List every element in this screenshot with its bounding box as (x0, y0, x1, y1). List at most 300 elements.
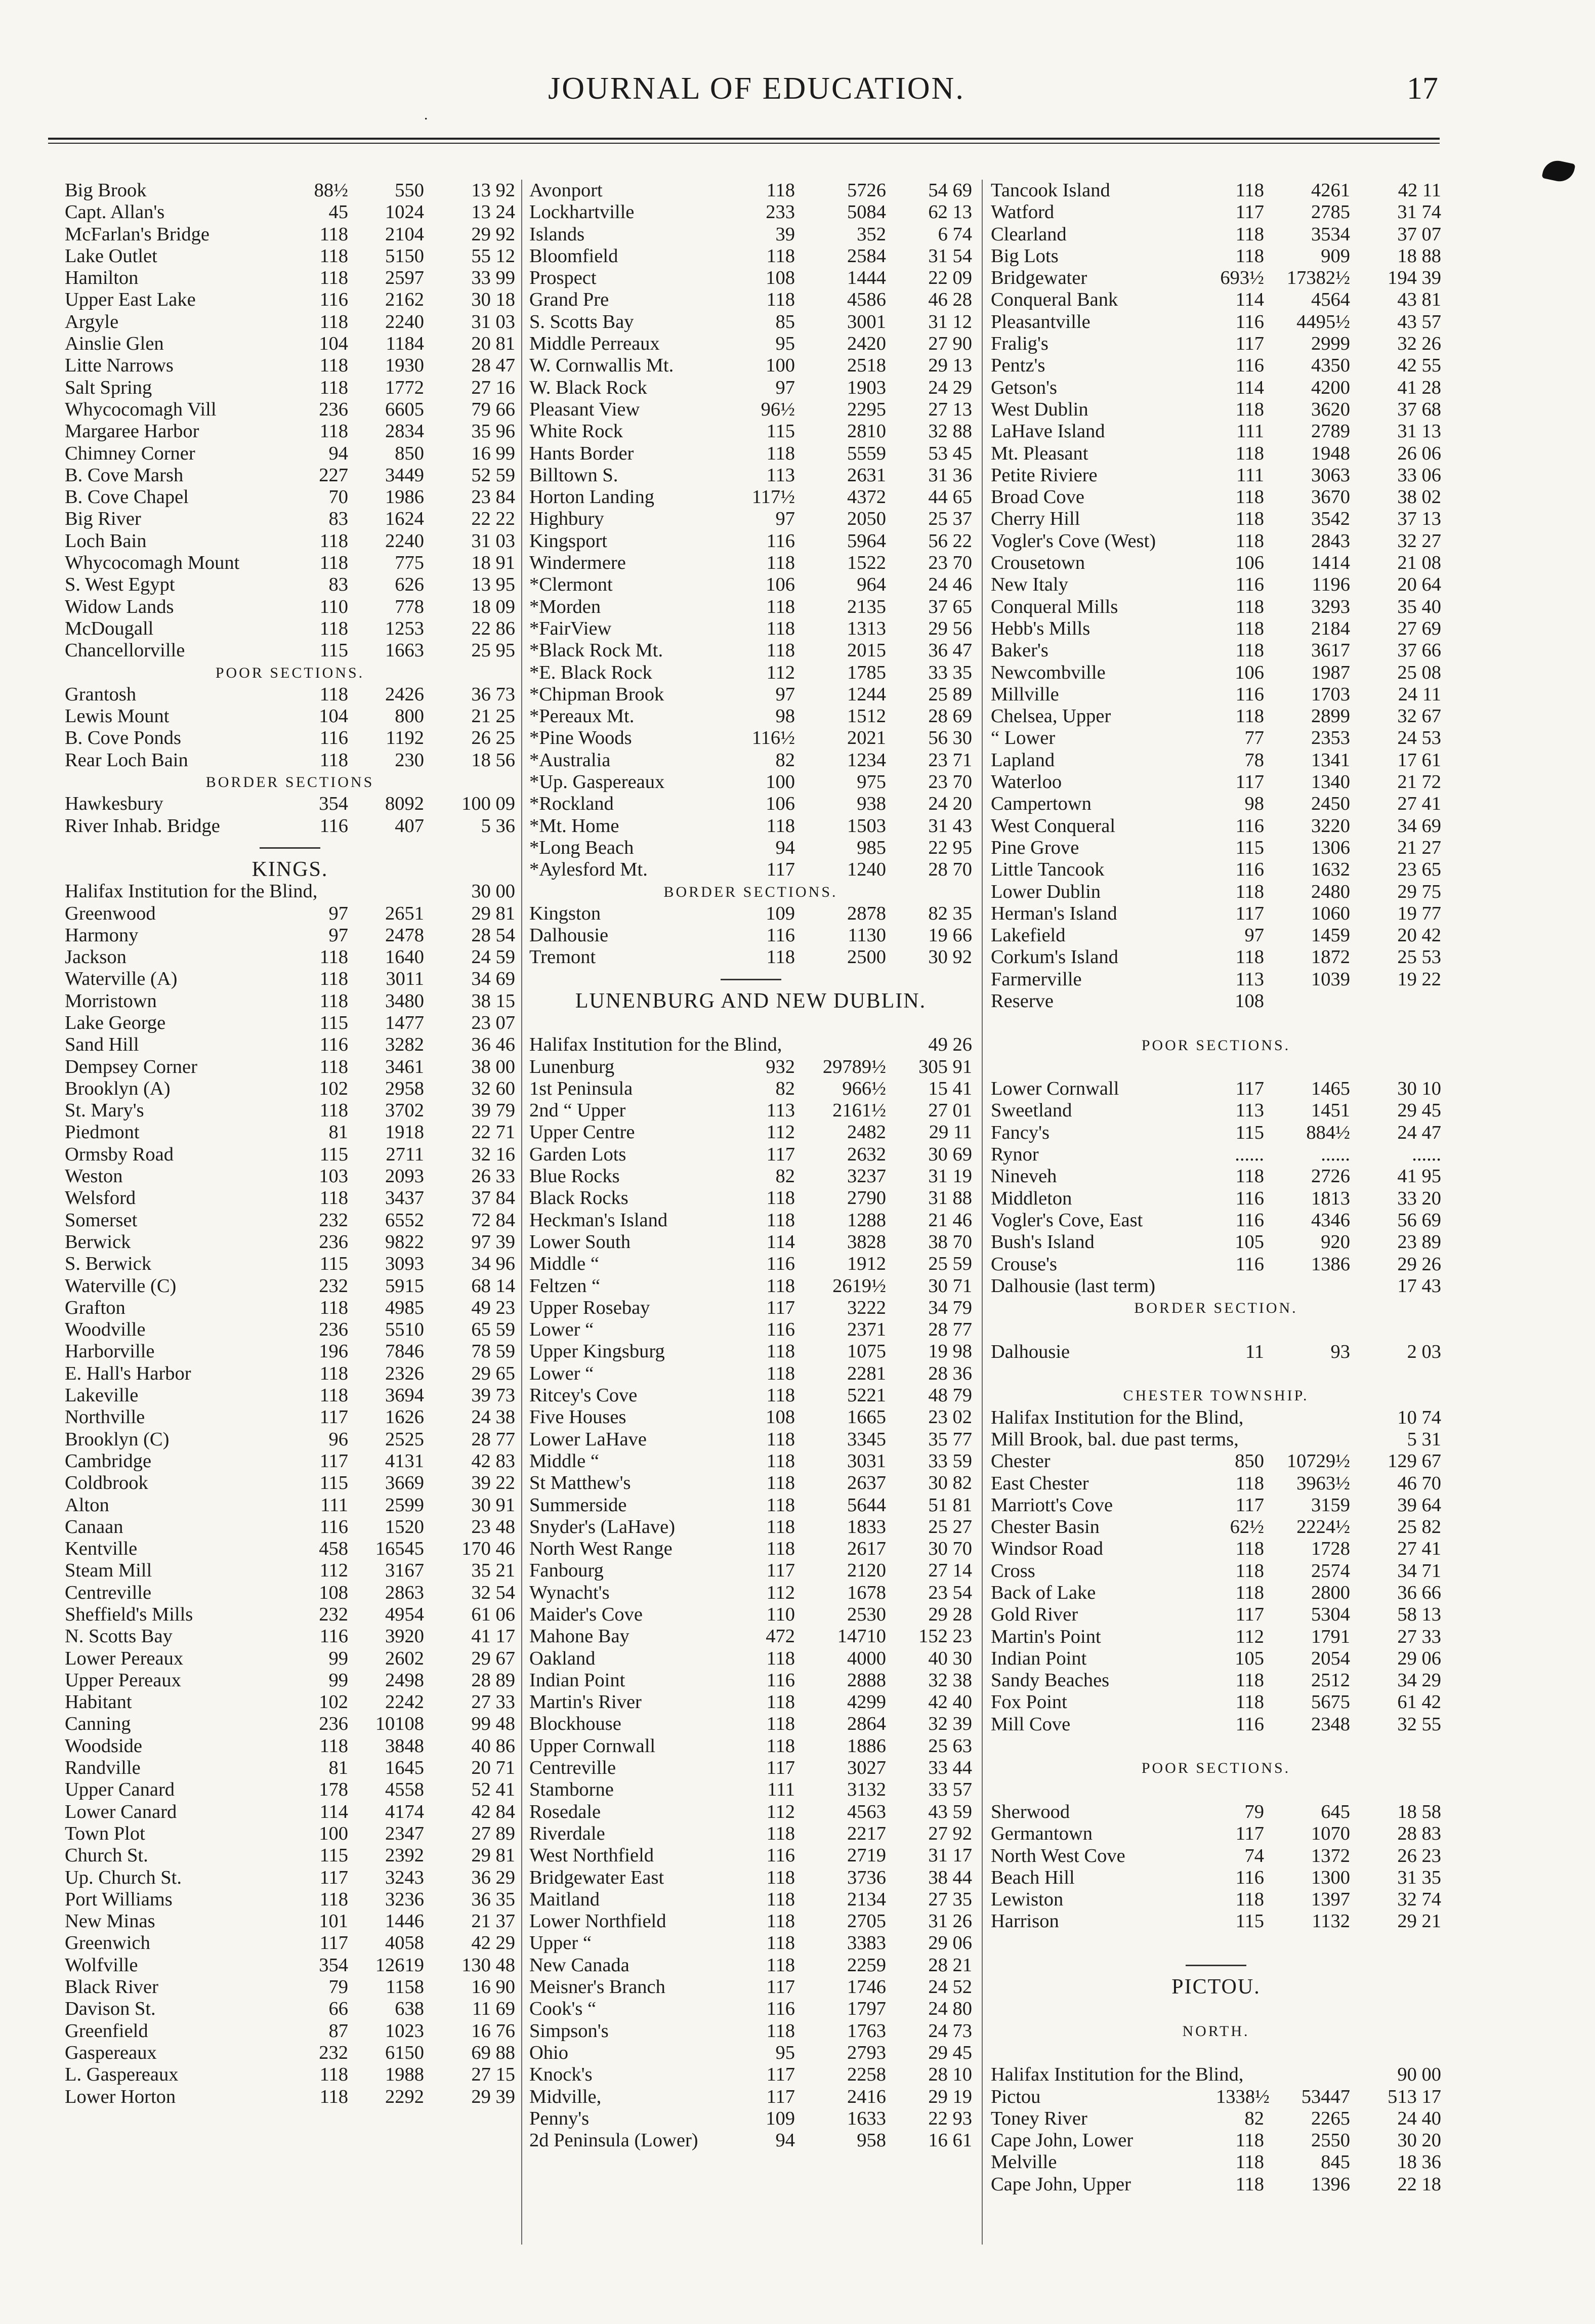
grand-total: 638 (395, 1998, 424, 2020)
days-taught: 118 (766, 1428, 795, 1450)
section-name: *Clermont (529, 574, 613, 596)
days-taught: 118 (319, 1187, 348, 1209)
amount-paid: 152 23 (918, 1626, 972, 1647)
table-row (65, 1253, 515, 1275)
amount-paid: 25 63 (928, 1735, 972, 1757)
grand-total: 3694 (385, 1385, 424, 1406)
section-name: Petite Riviere (991, 464, 1098, 486)
table-row (529, 552, 972, 574)
section-name: Middle “ (529, 1253, 599, 1275)
grand-total: 2217 (847, 1822, 886, 1844)
table-row (529, 837, 972, 859)
days-taught: 112 (766, 1582, 795, 1603)
table-row (529, 355, 972, 377)
grand-total: 2599 (385, 1494, 424, 1516)
days-taught: 102 (319, 1077, 348, 1099)
amount-paid: 23 71 (928, 749, 972, 771)
table-row (991, 443, 1441, 465)
table-row (65, 1648, 515, 1670)
grand-total: 3222 (847, 1297, 886, 1318)
section-heading: NORTH. (1182, 2022, 1250, 2040)
table-row (991, 333, 1441, 355)
amount-paid: 23 70 (928, 552, 972, 574)
grand-total: 2810 (847, 421, 886, 442)
table-row (65, 377, 515, 399)
section-name: Rosedale (529, 1801, 601, 1822)
table-row (529, 1495, 972, 1516)
grand-total: 2793 (847, 2042, 886, 2063)
amount-paid: 48 79 (928, 1385, 972, 1406)
table-row (991, 990, 1441, 1012)
grand-total: 2651 (385, 902, 424, 924)
table-row (991, 1144, 1441, 1166)
days-taught: 110 (766, 1604, 795, 1625)
grand-total: 6150 (385, 2042, 424, 2063)
table-row (529, 1735, 972, 1757)
table-row (529, 859, 972, 881)
section-name: Watford (991, 201, 1055, 223)
section-name: St. Mary's (65, 1100, 144, 1122)
grand-total: 10729½ (1286, 1450, 1350, 1472)
section-name: Kingsport (529, 530, 607, 552)
table-row (529, 1078, 972, 1100)
grand-total: 2711 (386, 1143, 424, 1165)
amount-paid: 26 25 (471, 727, 515, 749)
days-taught: 100 (319, 1822, 348, 1844)
table-row (991, 2174, 1441, 2195)
section-name: Argyle (65, 311, 119, 333)
grand-total: 8092 (385, 793, 424, 815)
amount-paid: 34 69 (1397, 815, 1441, 837)
table-row (529, 662, 972, 684)
table-row (991, 530, 1441, 552)
section-name: Ainslie Glen (65, 333, 164, 355)
table-row (991, 1122, 1441, 1144)
table-row (991, 1582, 1441, 1604)
grand-total: 5304 (1311, 1604, 1350, 1626)
amount-paid: 32 88 (928, 421, 972, 442)
grand-total: 1444 (847, 267, 886, 289)
table-row (65, 1495, 515, 1516)
section-name: Up. Church St. (65, 1866, 182, 1888)
table-row (529, 224, 972, 245)
days-taught: 118 (319, 223, 348, 245)
grand-total: 230 (395, 749, 424, 771)
table-row (529, 1385, 972, 1406)
grand-total: 1240 (847, 859, 886, 881)
amount-paid: 25 95 (471, 640, 515, 661)
amount-paid: 35 77 (928, 1428, 972, 1450)
grand-total: 53447 (1301, 2086, 1350, 2107)
days-taught: 227 (319, 464, 348, 486)
amount-paid: 18 36 (1397, 2151, 1441, 2173)
section-name: Mill Brook, bal. due past terms, (991, 1428, 1239, 1450)
amount-paid: 17 61 (1397, 749, 1441, 771)
days-taught: 113 (766, 464, 795, 486)
amount-paid: 23 54 (928, 1582, 972, 1603)
section-rule (260, 847, 320, 849)
amount-paid: 21 27 (1397, 837, 1441, 858)
amount-paid: 37 66 (1397, 640, 1441, 661)
amount-paid: 61 06 (471, 1604, 515, 1625)
grand-total: 1477 (385, 1012, 424, 1033)
table-row (991, 1823, 1441, 1845)
section-name: Ormsby Road (65, 1143, 174, 1165)
grand-total: 2500 (847, 946, 886, 968)
section-name: Marriott's Cove (991, 1494, 1113, 1516)
amount-paid: 5 36 (481, 815, 515, 837)
amount-paid: 30 71 (928, 1275, 972, 1297)
table-row (529, 727, 972, 749)
days-taught: 79 (1244, 1801, 1264, 1822)
amount-paid: 29 26 (1397, 1253, 1441, 1275)
grand-total: 1234 (847, 749, 886, 771)
grand-total: 1797 (847, 1998, 886, 2020)
section-name: Dalhousie (991, 1341, 1070, 1362)
amount-paid: 30 18 (471, 289, 515, 311)
section-name: St Matthew's (529, 1472, 631, 1494)
days-taught: 101 (319, 1911, 348, 1932)
days-taught: 96 (328, 1428, 348, 1450)
days-taught: 39 (775, 223, 795, 245)
amount-paid: 29 06 (928, 1932, 972, 1954)
amount-paid: 24 53 (1397, 727, 1441, 749)
section-name: Nineveh (991, 1166, 1057, 1187)
section-name: Bush's Island (991, 1231, 1095, 1253)
amount-paid: 15 41 (928, 1077, 972, 1099)
amount-paid: 28 77 (928, 1319, 972, 1341)
table-row (991, 1473, 1441, 1495)
amount-paid: 18 58 (1397, 1801, 1441, 1822)
days-taught: 114 (766, 1231, 795, 1253)
days-taught: 118 (319, 2086, 348, 2107)
amount-paid: 24 73 (928, 2020, 972, 2042)
table-row (529, 1801, 972, 1823)
table-row (991, 1407, 1441, 1429)
grand-total: 3963½ (1296, 1472, 1350, 1494)
section-name: Chimney Corner (65, 442, 195, 464)
amount-paid: ...... (1412, 1144, 1441, 1166)
amount-paid: 129 67 (1388, 1450, 1441, 1472)
days-taught: 118 (1235, 1166, 1264, 1187)
section-name: *Rockland (529, 793, 614, 815)
amount-paid: 21 46 (928, 1209, 972, 1231)
days-taught: 114 (1235, 377, 1264, 398)
days-taught: 118 (1235, 2173, 1264, 2195)
table-row (529, 508, 972, 530)
section-name: Campertown (991, 793, 1092, 815)
table-row (529, 771, 972, 793)
table-row (991, 618, 1441, 640)
section-name: Somerset (65, 1209, 138, 1231)
section-name: Five Houses (529, 1406, 626, 1428)
section-name: Lakefield (991, 925, 1066, 946)
section-name: Lower “ (529, 1362, 594, 1384)
amount-paid: 32 16 (471, 1143, 515, 1165)
section-name: Kentville (65, 1538, 138, 1560)
table-row (65, 311, 515, 333)
days-taught: 97 (328, 902, 348, 924)
days-taught: 118 (766, 1932, 795, 1954)
table-row (65, 2020, 515, 2042)
section-name: Pine Grove (991, 837, 1079, 858)
amount-paid: 52 59 (471, 464, 515, 486)
days-taught: 116½ (751, 727, 795, 749)
amount-paid: 43 57 (1397, 311, 1441, 333)
days-taught: 105 (1235, 1647, 1264, 1669)
grand-total: 1640 (385, 946, 424, 968)
column-middle (529, 180, 972, 2151)
table-row (65, 1735, 515, 1757)
section-name: Lower Northfield (529, 1911, 666, 1932)
table-row (529, 465, 972, 486)
amount-paid: 19 77 (1397, 902, 1441, 924)
table-row (65, 990, 515, 1012)
amount-paid: 30 10 (1397, 1078, 1441, 1100)
grand-total: 1746 (847, 1976, 886, 1998)
days-taught: 116 (766, 1998, 795, 2020)
grand-total: 5644 (847, 1494, 886, 1516)
days-taught: 98 (775, 706, 795, 727)
table-row (529, 925, 972, 946)
days-taught: 106 (1235, 661, 1264, 683)
amount-paid: 22 93 (928, 2107, 972, 2129)
section-name: Windsor Road (991, 1538, 1103, 1560)
days-taught: 118 (766, 1209, 795, 1231)
table-row (65, 750, 515, 771)
days-taught: 115 (319, 1012, 348, 1033)
days-taught: 118 (319, 421, 348, 442)
days-taught: 106 (1235, 552, 1264, 574)
grand-total: 3534 (1311, 223, 1350, 245)
amount-paid: 36 29 (471, 1866, 515, 1888)
section-name: Woodside (65, 1735, 143, 1757)
amount-paid: 22 09 (928, 267, 972, 289)
amount-paid: 194 39 (1388, 267, 1441, 289)
table-row (529, 1429, 972, 1450)
grand-total: 2054 (1311, 1647, 1350, 1669)
table-row (65, 1056, 515, 1078)
section-name: Greenfield (65, 2020, 148, 2042)
amount-paid: 16 61 (928, 2130, 972, 2151)
grand-total: 1451 (1311, 1100, 1350, 1122)
amount-paid: 32 67 (1397, 706, 1441, 727)
amount-paid: 23 84 (471, 486, 515, 508)
amount-paid: 36 47 (928, 640, 972, 661)
grand-total: 5726 (847, 180, 886, 201)
days-taught: 116 (1235, 1209, 1264, 1231)
table-row (65, 1955, 515, 1976)
grand-total: 2240 (385, 311, 424, 333)
amount-paid: 27 35 (928, 1888, 972, 1910)
grand-total: 1624 (385, 508, 424, 530)
table-row (65, 968, 515, 990)
table-row (65, 640, 515, 661)
grand-total: 1039 (1311, 968, 1350, 990)
table-row (529, 443, 972, 465)
days-taught: 117 (319, 1450, 348, 1472)
grand-total: 3542 (1311, 508, 1350, 530)
grand-total: 3031 (847, 1450, 886, 1472)
grand-total: 3237 (847, 1166, 886, 1187)
days-taught: 116 (1235, 574, 1264, 596)
table-row (65, 1779, 515, 1801)
section-name: *FairView (529, 617, 612, 639)
table-row (991, 1911, 1441, 1932)
grand-total: 2899 (1311, 706, 1350, 727)
days-taught: 118 (319, 968, 348, 990)
section-name: Maider's Cove (529, 1604, 643, 1625)
table-row (991, 596, 1441, 618)
section-name: Vogler's Cove (West) (991, 530, 1156, 552)
amount-paid: 25 89 (928, 683, 972, 705)
amount-paid: 51 81 (928, 1494, 972, 1516)
grand-total: 1024 (385, 201, 424, 223)
table-row (991, 1254, 1441, 1275)
grand-total: 3293 (1311, 596, 1350, 617)
amount-paid: 32 74 (1397, 1889, 1441, 1911)
table-row (991, 311, 1441, 333)
section-name: Sand Hill (65, 1034, 139, 1056)
section-name: Gaspereaux (65, 2042, 157, 2063)
grand-total: 909 (1321, 245, 1350, 267)
amount-paid: 25 37 (928, 508, 972, 530)
amount-paid: 34 69 (471, 968, 515, 990)
grand-total: 1663 (385, 640, 424, 661)
grand-total: 2326 (385, 1362, 424, 1384)
section-name: Corkum's Island (991, 946, 1118, 968)
grand-total: 4350 (1311, 355, 1350, 377)
table-row (991, 355, 1441, 377)
table-row (65, 1691, 515, 1713)
section-name: Grand Pre (529, 289, 609, 311)
grand-total: 1678 (847, 1582, 886, 1603)
table-row (529, 574, 972, 596)
table-row (991, 2151, 1441, 2173)
section-name: Salt Spring (65, 377, 152, 398)
section-name: Back of Lake (991, 1582, 1096, 1603)
grand-total: 3282 (385, 1034, 424, 1056)
days-taught: 87 (328, 2020, 348, 2042)
grand-total: 2015 (847, 640, 886, 661)
amount-paid: 31 36 (928, 464, 972, 486)
amount-paid: 2 03 (1407, 1341, 1441, 1362)
table-row (529, 1341, 972, 1362)
amount-paid: 36 46 (471, 1034, 515, 1056)
amount-paid: 20 42 (1397, 925, 1441, 946)
amount-paid: 32 26 (1397, 333, 1441, 355)
grand-total: 1340 (1311, 771, 1350, 793)
days-taught: 116 (319, 727, 348, 749)
table-row (65, 1341, 515, 1362)
grand-total: 2135 (847, 596, 886, 617)
days-taught: 109 (766, 2107, 795, 2129)
section-name: Davison St. (65, 1998, 156, 2020)
grand-total: 7846 (385, 1341, 424, 1362)
table-row (991, 201, 1441, 223)
spacer (991, 1056, 1441, 1078)
days-taught: 118 (766, 1647, 795, 1669)
amount-paid: 18 56 (471, 749, 515, 771)
days-taught: 116 (319, 289, 348, 311)
days-taught: 104 (319, 706, 348, 727)
table-row (529, 1538, 972, 1560)
table-row (529, 1100, 972, 1122)
amount-paid: 24 38 (471, 1406, 515, 1428)
grand-total: 1512 (847, 706, 886, 727)
grand-total: 3670 (1311, 486, 1350, 508)
section-name: Dalhousie (529, 925, 609, 946)
section-name: Kingston (529, 902, 601, 924)
amount-paid: 30 00 (471, 881, 515, 902)
amount-paid: 31 74 (1397, 201, 1441, 223)
section-name: Upper East Lake (65, 289, 196, 311)
table-row (991, 684, 1441, 706)
table-row (65, 486, 515, 508)
amount-paid: 32 54 (471, 1582, 515, 1603)
table-row (65, 1144, 515, 1166)
table-row (991, 1560, 1441, 1582)
amount-paid: 22 18 (1397, 2173, 1441, 2195)
days-taught: 116 (1235, 1866, 1264, 1888)
section-name: Upper Canard (65, 1779, 175, 1801)
days-taught: 116 (319, 815, 348, 837)
grand-total: 2420 (847, 333, 886, 355)
amount-paid: 16 90 (471, 1976, 515, 1998)
days-taught: 232 (319, 1604, 348, 1625)
grand-total: 2863 (385, 1582, 424, 1603)
grand-total: 2426 (385, 683, 424, 705)
section-name: North West Cove (991, 1845, 1125, 1866)
section-name: 2nd “ Upper (529, 1100, 626, 1122)
days-taught: 106 (766, 793, 795, 815)
section-name: Fralig's (991, 333, 1048, 355)
county-heading: LUNENBURG AND NEW DUBLIN. (575, 989, 927, 1013)
grand-total: 2258 (847, 2064, 886, 2086)
grand-total: 4261 (1311, 180, 1350, 201)
table-row (65, 1122, 515, 1143)
days-taught: 111 (1236, 421, 1264, 442)
grand-total: 1300 (1311, 1866, 1350, 1888)
table-row (65, 1845, 515, 1866)
table-row (991, 1516, 1441, 1538)
amount-paid: 29 56 (928, 617, 972, 639)
grand-total: 3243 (385, 1866, 424, 1888)
table-row (529, 2130, 972, 2151)
amount-paid: 40 30 (928, 1647, 972, 1669)
grand-total: 2726 (1311, 1166, 1350, 1187)
section-name: Upper Rosebay (529, 1297, 650, 1318)
table-row (65, 684, 515, 706)
grand-total: 4586 (847, 289, 886, 311)
section-name: Cape John, Upper (991, 2173, 1131, 2195)
days-taught: 118 (766, 552, 795, 574)
amount-paid: 29 75 (1397, 881, 1441, 902)
table-row (65, 1429, 515, 1450)
section-name: Little Tancook (991, 859, 1105, 881)
grand-total: 1244 (847, 683, 886, 705)
section-name: Berwick (65, 1231, 131, 1253)
table-row (529, 2086, 972, 2108)
grand-total: 2631 (847, 464, 886, 486)
table-row (529, 1691, 972, 1713)
table-row (529, 1889, 972, 1911)
days-taught: 118 (1235, 1670, 1264, 1691)
section-name: Lakeville (65, 1385, 139, 1406)
section-name: Welsford (65, 1187, 136, 1209)
amount-paid: 38 02 (1397, 486, 1441, 508)
amount-paid: 23 02 (928, 1406, 972, 1428)
